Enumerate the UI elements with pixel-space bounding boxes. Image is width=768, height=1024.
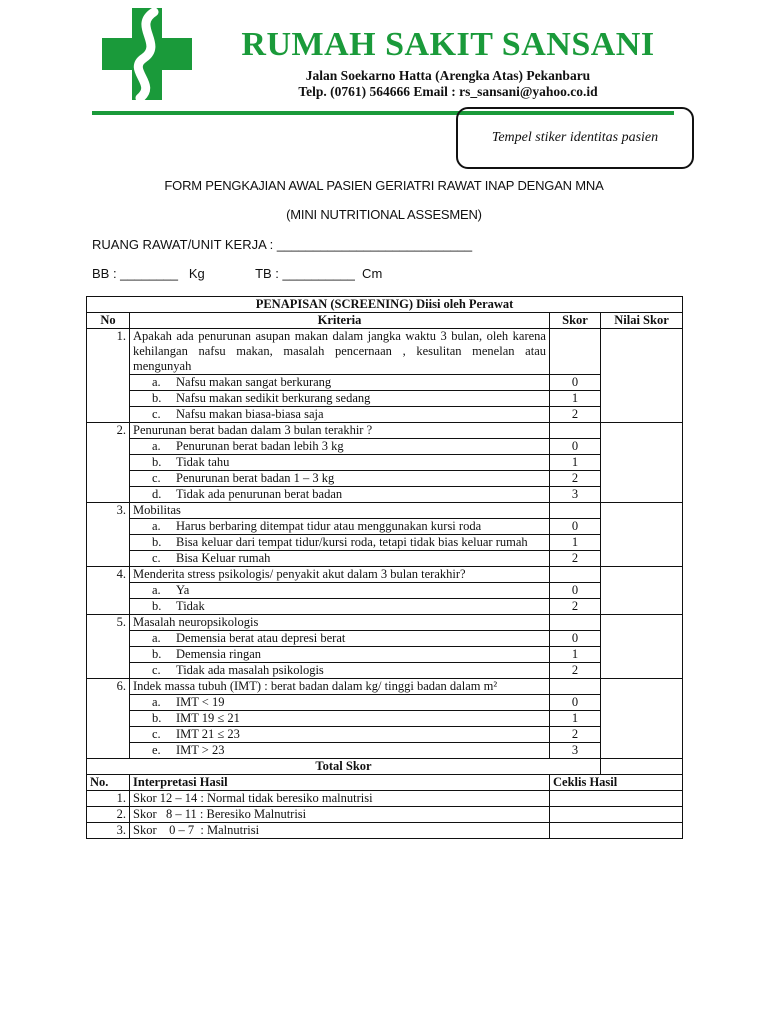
option-letter: c. <box>152 663 161 677</box>
option-score: 0 <box>550 375 601 391</box>
option-text: Nafsu makan sedikit berkurang sedang <box>176 391 371 405</box>
option-text: IMT 21 ≤ 23 <box>176 727 240 741</box>
option-score: 1 <box>550 455 601 471</box>
option-score: 1 <box>550 711 601 727</box>
option-text: Tidak <box>176 599 205 613</box>
option-text: Demensia ringan <box>176 647 262 661</box>
question-number: 1. <box>87 329 130 423</box>
option-row <box>87 631 683 647</box>
option-text: IMT > 23 <box>176 743 225 757</box>
table-header-row <box>87 313 683 329</box>
option-row <box>87 455 683 471</box>
option-letter: b. <box>152 535 162 549</box>
option-row <box>87 663 683 679</box>
option-cell[interactable] <box>130 519 550 535</box>
option-cell[interactable] <box>130 583 550 599</box>
option-row <box>87 695 683 711</box>
option-letter: b. <box>152 711 162 725</box>
option-row <box>87 551 683 567</box>
question-score-cell <box>550 503 601 519</box>
question-text: Indek massa tubuh (IMT) : berat badan dalam kg/ tinggi badan dalam m² <box>130 679 550 695</box>
option-cell[interactable] <box>130 647 550 663</box>
bb-tb-field[interactable]: BB : ________ Kg TB : __________ Cm <box>92 266 383 281</box>
col-no-header: No <box>87 313 130 329</box>
question-number: 5. <box>87 615 130 679</box>
question-row <box>87 423 683 439</box>
sticker-label: Tempel stiker identitas pasien <box>491 130 659 145</box>
option-letter: c. <box>152 727 161 741</box>
option-cell[interactable] <box>130 487 550 503</box>
option-text: Tidak ada penurunan berat badan <box>176 487 343 501</box>
form-subtitle: (MINI NUTRITIONAL ASSESMEN) <box>286 207 482 222</box>
option-letter: c. <box>152 471 161 485</box>
option-letter: d. <box>152 487 162 501</box>
form-title: FORM PENGKAJIAN AWAL PASIEN GERIATRI RAWAT INAP DENGAN MNA <box>164 178 604 193</box>
question-text: Mobilitas <box>130 503 550 519</box>
option-text: Penurunan berat badan 1 – 3 kg <box>176 471 335 485</box>
option-score: 2 <box>550 551 601 567</box>
option-text: Bisa Keluar rumah <box>176 551 271 565</box>
option-score: 2 <box>550 407 601 423</box>
total-label: Total Skor <box>87 759 601 775</box>
option-cell[interactable] <box>130 631 550 647</box>
total-value-cell[interactable] <box>601 759 683 775</box>
interp-check-header: Ceklis Hasil <box>550 775 683 791</box>
section-title: PENAPISAN (SCREENING) Diisi oleh Perawat <box>87 297 683 313</box>
option-text: Harus berbaring ditempat tidur atau menggunakan kursi roda <box>176 519 482 533</box>
interp-row <box>87 791 683 807</box>
interp-text: Skor 12 – 14 : Normal tidak beresiko malnutrisi <box>130 791 550 807</box>
option-score: 0 <box>550 631 601 647</box>
option-row <box>87 439 683 455</box>
interp-text-header: Interpretasi Hasil <box>130 775 550 791</box>
nilai-skor-cell[interactable] <box>601 423 683 503</box>
option-text: Tidak tahu <box>176 455 230 469</box>
option-row <box>87 535 683 551</box>
option-text: Ya <box>176 583 190 597</box>
option-text: Nafsu makan biasa-biasa saja <box>176 407 324 421</box>
option-text: Bisa keluar dari tempat tidur/kursi roda, tetapi tidak bias keluar rumah <box>176 535 528 549</box>
question-number: 2. <box>87 423 130 503</box>
col-skor-header: Skor <box>550 313 601 329</box>
question-number: 3. <box>87 503 130 567</box>
nilai-skor-cell[interactable] <box>601 679 683 759</box>
option-row <box>87 407 683 423</box>
option-row <box>87 599 683 615</box>
question-score-cell <box>550 679 601 695</box>
col-kriteria-header: Kriteria <box>130 313 550 329</box>
question-row <box>87 503 683 519</box>
option-score: 3 <box>550 743 601 759</box>
option-cell[interactable] <box>130 599 550 615</box>
option-score: 1 <box>550 647 601 663</box>
option-cell[interactable] <box>130 535 550 551</box>
hospital-name: RUMAH SAKIT SANSANI <box>241 26 655 63</box>
nilai-skor-cell[interactable] <box>601 615 683 679</box>
option-cell[interactable] <box>130 743 550 759</box>
option-letter: b. <box>152 647 162 661</box>
option-letter: c. <box>152 551 161 565</box>
question-score-cell <box>550 329 601 375</box>
question-number: 6. <box>87 679 130 759</box>
option-score: 1 <box>550 535 601 551</box>
nilai-skor-cell[interactable] <box>601 567 683 615</box>
interp-check-cell[interactable] <box>550 823 683 839</box>
hospital-cross-logo-icon <box>102 8 192 100</box>
option-text: IMT < 19 <box>176 695 225 709</box>
option-cell[interactable] <box>130 391 550 407</box>
option-cell[interactable] <box>130 455 550 471</box>
option-text: IMT 19 ≤ 21 <box>176 711 240 725</box>
table-title-row <box>87 297 683 313</box>
interp-number: 2. <box>87 807 130 823</box>
option-letter: a. <box>152 631 161 645</box>
option-cell[interactable] <box>130 663 550 679</box>
option-text: Tidak ada masalah psikologis <box>176 663 324 677</box>
nilai-skor-cell[interactable] <box>601 503 683 567</box>
option-cell[interactable] <box>130 407 550 423</box>
option-letter: a. <box>152 375 161 389</box>
option-row <box>87 487 683 503</box>
option-text: Penurunan berat badan lebih 3 kg <box>176 439 344 453</box>
option-score: 0 <box>550 695 601 711</box>
question-text: Penurunan berat badan dalam 3 bulan terakhir ? <box>130 423 550 439</box>
interp-header-row <box>87 775 683 791</box>
option-row <box>87 375 683 391</box>
option-cell[interactable] <box>130 439 550 455</box>
option-letter: b. <box>152 391 162 405</box>
option-score: 3 <box>550 487 601 503</box>
question-text: Menderita stress psikologis/ penyakit akut dalam 3 bulan terakhir? <box>130 567 550 583</box>
option-cell[interactable] <box>130 727 550 743</box>
interp-row <box>87 823 683 839</box>
hospital-contact: Telp. (0761) 564666 Email : rs_sansani@yahoo.co.id <box>298 84 598 99</box>
hospital-address: Jalan Soekarno Hatta (Arengka Atas) Pekanbaru <box>305 68 591 83</box>
option-row <box>87 727 683 743</box>
interp-check-cell[interactable] <box>550 791 683 807</box>
option-letter: a. <box>152 583 161 597</box>
interp-no-header: No. <box>87 775 130 791</box>
question-row <box>87 329 683 375</box>
option-cell[interactable] <box>130 711 550 727</box>
interp-number: 1. <box>87 791 130 807</box>
hospital-header <box>92 6 674 112</box>
mna-screening-table <box>86 296 683 839</box>
option-cell[interactable] <box>130 375 550 391</box>
option-cell[interactable] <box>130 471 550 487</box>
option-letter: b. <box>152 455 162 469</box>
question-row <box>87 567 683 583</box>
question-row <box>87 615 683 631</box>
question-text: Apakah ada penurunan asupan makan dalam jangka waktu 3 bulan, oleh karena kehilangan nafsu makan, masalah pencernaan , kesulitan menelan atau mengunyah <box>130 329 550 375</box>
question-text: Masalah neuropsikologis <box>130 615 550 631</box>
option-row <box>87 519 683 535</box>
option-letter: b. <box>152 599 162 613</box>
option-cell[interactable] <box>130 695 550 711</box>
option-score: 0 <box>550 519 601 535</box>
question-score-cell <box>550 423 601 439</box>
option-score: 2 <box>550 663 601 679</box>
option-score: 2 <box>550 599 601 615</box>
patient-sticker-box <box>456 107 694 169</box>
option-score: 0 <box>550 583 601 599</box>
option-letter: a. <box>152 695 161 709</box>
interp-number: 3. <box>87 823 130 839</box>
option-score: 2 <box>550 471 601 487</box>
nilai-skor-cell[interactable] <box>601 329 683 423</box>
ruang-rawat-field[interactable]: RUANG RAWAT/UNIT KERJA : ___________________________ <box>92 237 473 252</box>
option-cell[interactable] <box>130 551 550 567</box>
option-score: 1 <box>550 391 601 407</box>
option-text: Nafsu makan sangat berkurang <box>176 375 332 389</box>
option-score: 0 <box>550 439 601 455</box>
option-row <box>87 391 683 407</box>
option-row <box>87 583 683 599</box>
question-score-cell <box>550 615 601 631</box>
question-score-cell <box>550 567 601 583</box>
question-number: 4. <box>87 567 130 615</box>
option-row <box>87 471 683 487</box>
interp-row <box>87 807 683 823</box>
option-row <box>87 647 683 663</box>
option-row <box>87 743 683 759</box>
option-text: Demensia berat atau depresi berat <box>176 631 346 645</box>
question-row <box>87 679 683 695</box>
option-letter: a. <box>152 439 161 453</box>
total-row <box>87 759 683 775</box>
interp-check-cell[interactable] <box>550 807 683 823</box>
interp-text: Skor 8 – 11 : Beresiko Malnutrisi <box>130 807 550 823</box>
option-letter: a. <box>152 519 161 533</box>
col-nilai-header: Nilai Skor <box>601 313 683 329</box>
option-letter: e. <box>152 743 161 757</box>
option-letter: c. <box>152 407 161 421</box>
option-score: 2 <box>550 727 601 743</box>
option-row <box>87 711 683 727</box>
interp-text: Skor 0 – 7 : Malnutrisi <box>130 823 550 839</box>
